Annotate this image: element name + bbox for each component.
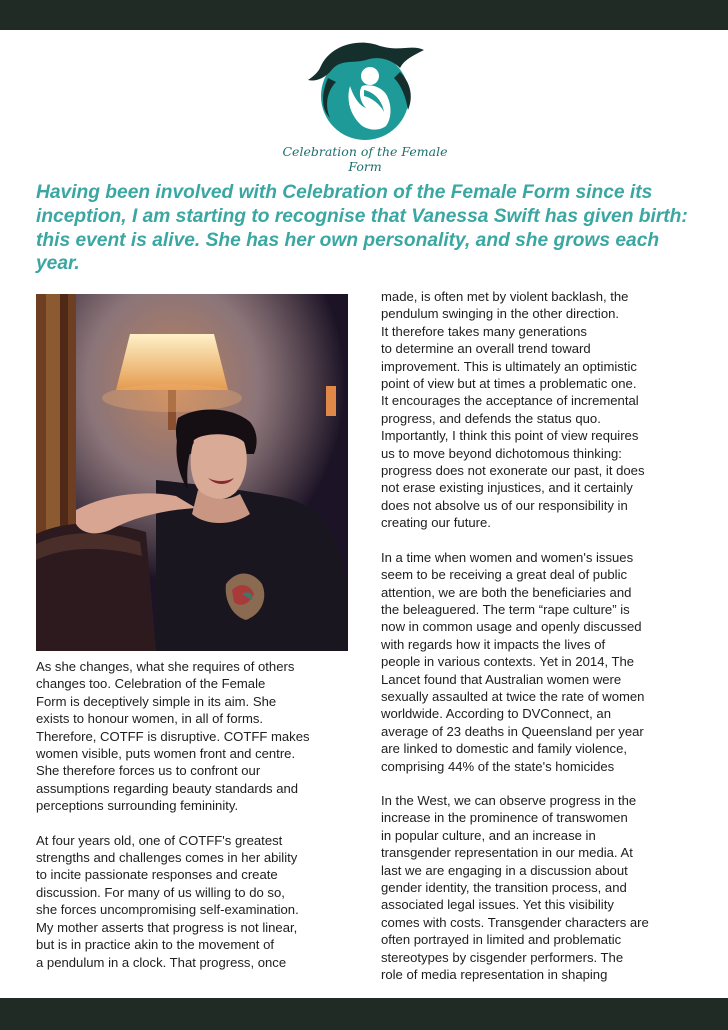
right-paragraph-1: made, is often met by violent backlash, the pendulum swinging in the other direction. It therefore takes many generations to determine an overall trend toward improvement. This is ultimately an optimistic point of view but at times a problematic one. It encourages the acceptance of incremental progress, and defends the status quo. Importantly, I think this point of view requires us to move beyond dichotomous thinking: progress does not exonerate our past, it does not erase existing injustices, and it certainly does not absolve us of our responsibility in creating our future. — [381, 289, 645, 531]
right-paragraph-2: In a time when women and women's issues seem to be receiving a great deal of public attention, we are both the beneficiaries and the beleaguered. The term “rape culture” is now in common usage and openly discussed with regards how it impacts the lives of people in various contexts. Yet in 2014, The Lancet found that Australian women were sexually assaulted at twice the rate of women worldwide. According to DVConnect, an average of 23 deaths in Queensland per year are linked to domestic and family violence, comprising 44% of the state's homicides — [381, 549, 645, 774]
event-logo — [270, 38, 460, 176]
right-paragraph-3: In the West, we can observe progress in the increase in the prominence of transwomen in popular culture, and an increase in transgender representation in our media. At last we are engaging in a discussion about gender identity, the transition process, and associated legal issues. Yet this visibility comes with costs. Transgender characters are often portrayed in limited and problematic stereotypes by cisgender performers. The role of media representation in shaping — [381, 792, 649, 983]
right-column — [381, 288, 715, 1000]
portrait-photo — [36, 294, 348, 651]
intro-paragraph: Having been involved with Celebration of the Female Form since its inception, I am starting to recognise that Vanessa Swift has given birth: this event is alive. She has her own personality, and she grows each year. — [36, 182, 688, 275]
logo-caption: Celebration of the Female Form — [282, 144, 448, 174]
left-paragraph-2: At four years old, one of COTFF's greatest strengths and challenges comes in her ability to incite passionate responses and create discussion. For many of us willing to do so, she forces uncompromising self-examination. My mother asserts that progress is not linear, but is in practice akin to the movement of a pendulum in a clock. That progress, once — [36, 832, 299, 970]
top-band — [0, 0, 728, 30]
left-column — [36, 658, 350, 988]
bottom-band — [0, 998, 728, 1030]
left-paragraph-1: As she changes, what she requires of others changes too. Celebration of the Female Form is deceptively simple in its aim. She exists to honour women, in all of forms. Therefore, COTFF is disruptive. COTFF makes women visible, puts women front and centre. She therefore forces us to confront our assumptions regarding beauty standards and perceptions surrounding femininity. — [36, 659, 310, 814]
woman-circle-logo-icon — [300, 38, 430, 142]
